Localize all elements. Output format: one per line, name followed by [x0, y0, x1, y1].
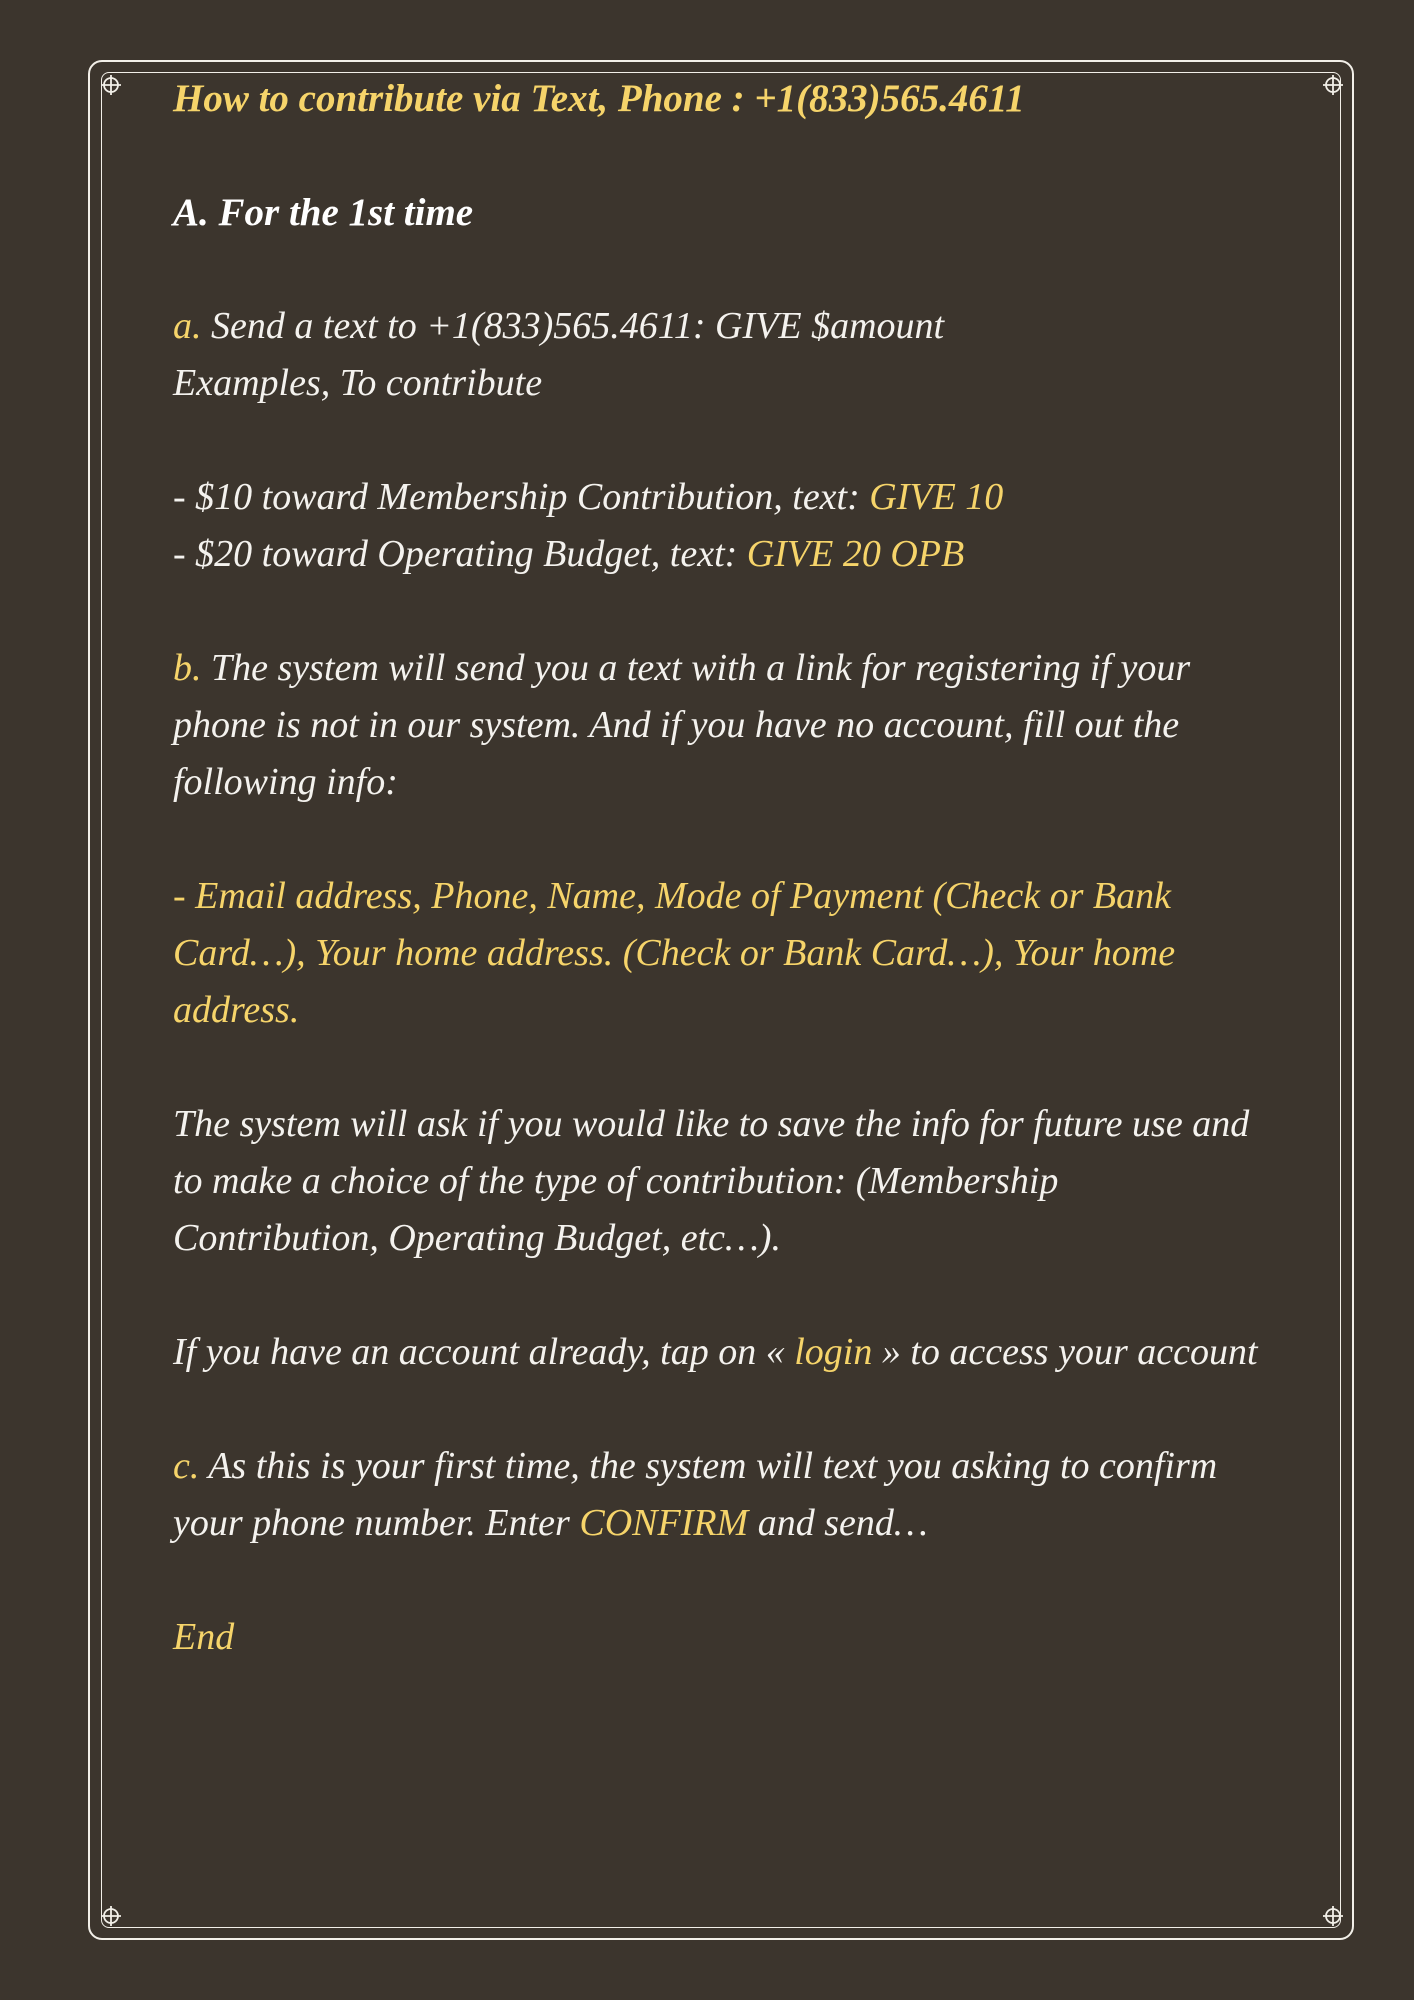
example-text: - $20 toward Operating Budget, text: [173, 533, 747, 575]
save-info-note: The system will ask if you would like to save the info for future use and to make a choice of the type of contribution: (Membership Contribution, Operating Budget, etc…). [173, 1103, 1250, 1259]
login-note [173, 1324, 1273, 1381]
required-info: - Email address, Phone, Name, Mode of Payment (Check or Bank Card…), Your home address. (Check or Bank Card…), Your home address. [173, 875, 1176, 1031]
step-c [173, 1438, 1273, 1552]
example-code: GIVE 20 OPB [746, 533, 965, 575]
corner-ornament-icon [99, 1904, 123, 1928]
corner-ornament-icon [99, 73, 123, 97]
instructions-content [173, 70, 1273, 1723]
examples-intro: Examples, To contribute [173, 362, 543, 404]
corner-ornament-icon [1321, 1904, 1345, 1928]
step-a-marker: a. [173, 305, 202, 347]
step-c-marker: c. [173, 1445, 200, 1487]
step-b-text: The system will send you a text with a link for registering if your phone is not in our system. And if you have no account, fill out the following info: [173, 647, 1191, 803]
corner-ornament-icon [1321, 73, 1345, 97]
step-a [173, 298, 1273, 412]
confirm-code: CONFIRM [579, 1502, 749, 1544]
example-item [173, 469, 1273, 526]
step-c-text-before: As this is your first time, the system will text you asking to confirm your phone number. Enter [173, 1445, 1218, 1544]
login-note-after: » to access your account [872, 1331, 1258, 1373]
step-c-text-after: and send… [748, 1502, 928, 1544]
step-b-marker: b. [173, 647, 202, 689]
examples-list [173, 469, 1273, 583]
step-b [173, 640, 1273, 811]
end-label: End [173, 1616, 235, 1658]
example-item [173, 526, 1273, 583]
login-link[interactable]: login [794, 1331, 873, 1373]
section-heading: A. For the 1st time [173, 191, 474, 234]
step-a-text: Send a text to +1(833)565.4611: GIVE $amount [201, 305, 945, 347]
example-text: - $10 toward Membership Contribution, text: [173, 476, 870, 518]
login-note-before: If you have an account already, tap on « [173, 1331, 795, 1373]
page-title: How to contribute via Text, Phone : +1(833)565.4611 [173, 77, 1025, 120]
example-code: GIVE 10 [869, 476, 1004, 518]
